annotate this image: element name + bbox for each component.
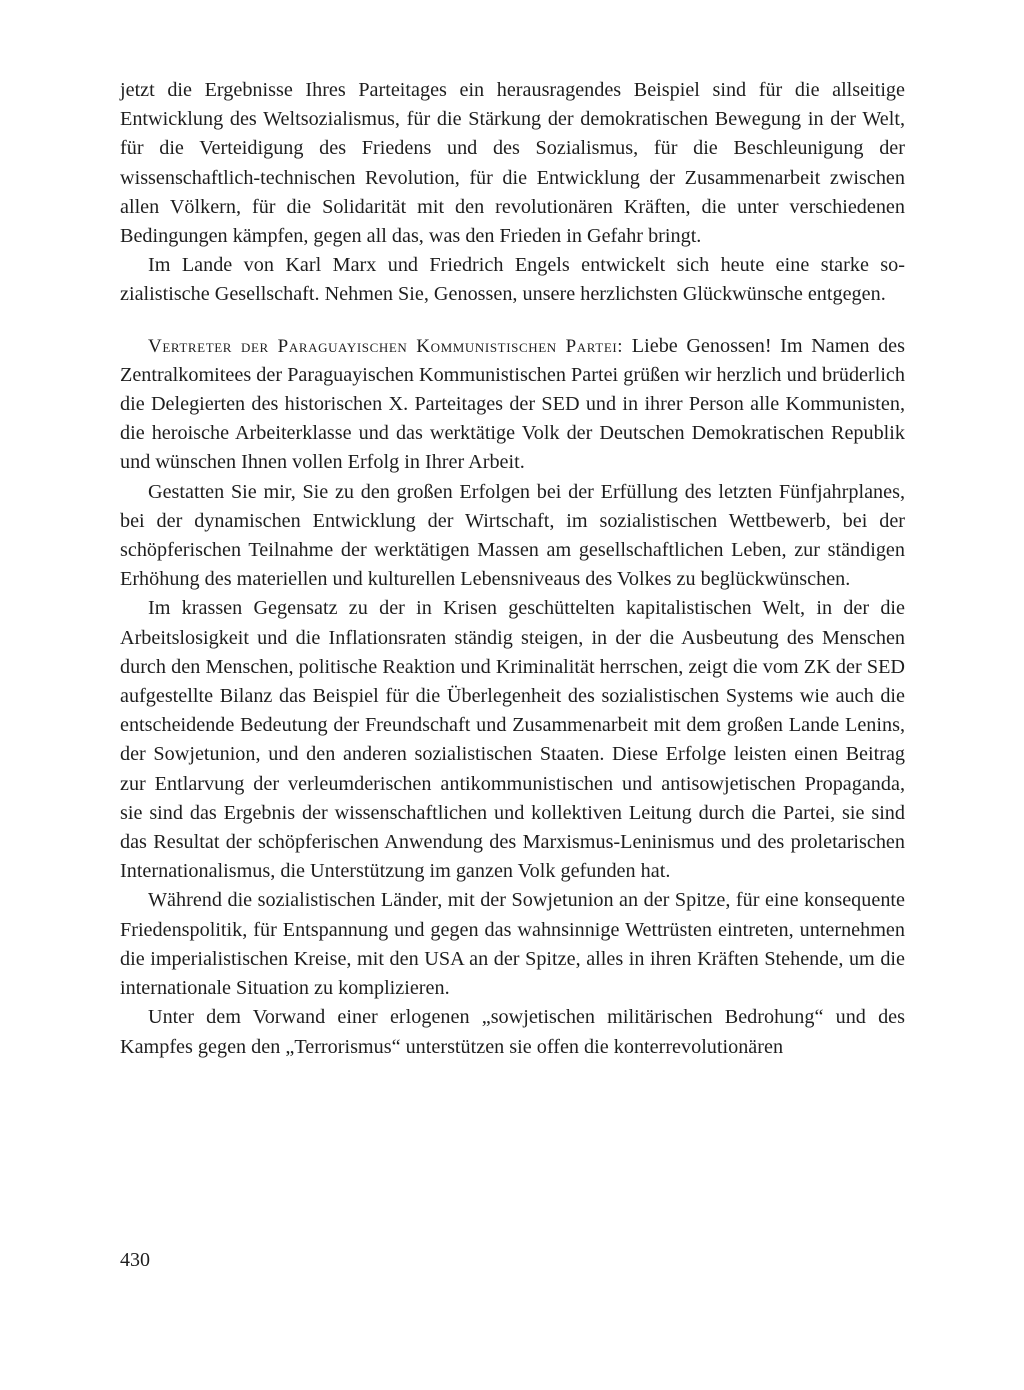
- section-congratulations: [120, 76, 905, 310]
- paragraph: Während die sozialistischen Länder, mit der Sowjetunion an der Spitze, für eine konsequente Friedenspolitik, für Entspannung und gegen das wahnsinnige Wettrüsten eintreten, unternehmen die imperialistischen Kreise, mit den USA an der Spitze, alles in ihren Kräften Stehende, um die internationale Situation zu komplizieren.: [120, 889, 905, 1000]
- section-paraguay-speech: [120, 332, 905, 1062]
- page-number: 430: [120, 1249, 150, 1271]
- document-page: [120, 76, 905, 1062]
- paragraph: Gestatten Sie mir, Sie zu den großen Erfolgen bei der Erfüllung des letzten Fünfjahrplanes, bei der dynamischen Entwicklung der Wirtschaft, im sozialistischen Wettbewerb, bei der schöpferischen Teilnahme der werktätigen Massen am gesellschaftlichen Leben, zur ständigen Erhöhung des materiellen und kulturellen Lebensniveaus des Volkes zu beglückwünschen.: [120, 480, 905, 591]
- paragraph: Unter dem Vorwand einer erlogenen „sowjetischen militärischen Bedrohung“ und des Kampfes gegen den „Terrorismus“ unterstützen sie offen die konterrevolutionären: [120, 1006, 905, 1058]
- speaker-label: Vertreter der Paraguayischen Kommunistischen Partei:: [148, 335, 624, 357]
- paragraph: jetzt die Ergebnisse Ihres Parteitages ein herausragendes Beispiel sind für die allseitige Entwicklung des Weltsozialismus, für die Stärkung der demokratischen Bewegung in der Welt, für die Verteidigung des Friedens und des Sozialismus, für die Beschleunigung der wissenschaftlich-technischen Revolution, für die Entwicklung der Zusammenarbeit zwischen allen Völkern, für die Solidarität mit den revolutionären Kräften, die unter verschiedenen Bedingungen kämpfen, gegen all das, was den Frieden in Gefahr bringt.: [120, 79, 905, 248]
- section-divider: [120, 310, 905, 332]
- paragraph: Im Lande von Karl Marx und Friedrich Engels entwickelt sich heute eine starke sozialistische Gesellschaft. Nehmen Sie, Genossen, unsere herzlichsten Glückwünsche entgegen.: [120, 254, 905, 306]
- paragraph: Im krassen Gegensatz zu der in Krisen geschüttelten kapitalistischen Welt, in der die Arbeitslosigkeit und die Inflationsraten ständig steigen, in der die Ausbeutung des Menschen durch den Menschen, politische Reaktion und Kriminalität herrschen, zeigt die vom ZK der SED aufgestellte Bilanz das Beispiel für die Überlegenheit des sozialistischen Systems wie auch die entscheidende Bedeutung der Freundschaft und Zusammenarbeit mit dem großen Lande Lenins, der Sowjetunion, und den anderen sozialistischen Staaten. Diese Erfolge leisten einen Beitrag zur Entlarvung der verleumderischen antikommunistischen und antisowjetischen Propaganda, sie sind das Ergebnis der wissenschaftlichen und kollektiven Leitung durch die Partei, sie sind das Resultat der schöpferischen Anwendung des Marxismus-Leninismus und des proletarischen Internationalismus, die Unterstützung im ganzen Volk gefunden hat.: [120, 597, 905, 883]
- speech-opening-text: Liebe Genossen! Im Namen des Zentralkomitees der Paraguayischen Kommunistischen Partei grüßen wir herzlich und brüderlich die Delegierten des historischen X. Parteitages der SED und in ihrer Person alle Kommunisten, die heroische Arbeiterklasse und das werktätige Volk der Deutschen Demokratischen Republik und wünschen Ihnen vollen Erfolg in Ihrer Arbeit.: [120, 334, 905, 474]
- speech-opening-paragraph: [120, 332, 905, 478]
